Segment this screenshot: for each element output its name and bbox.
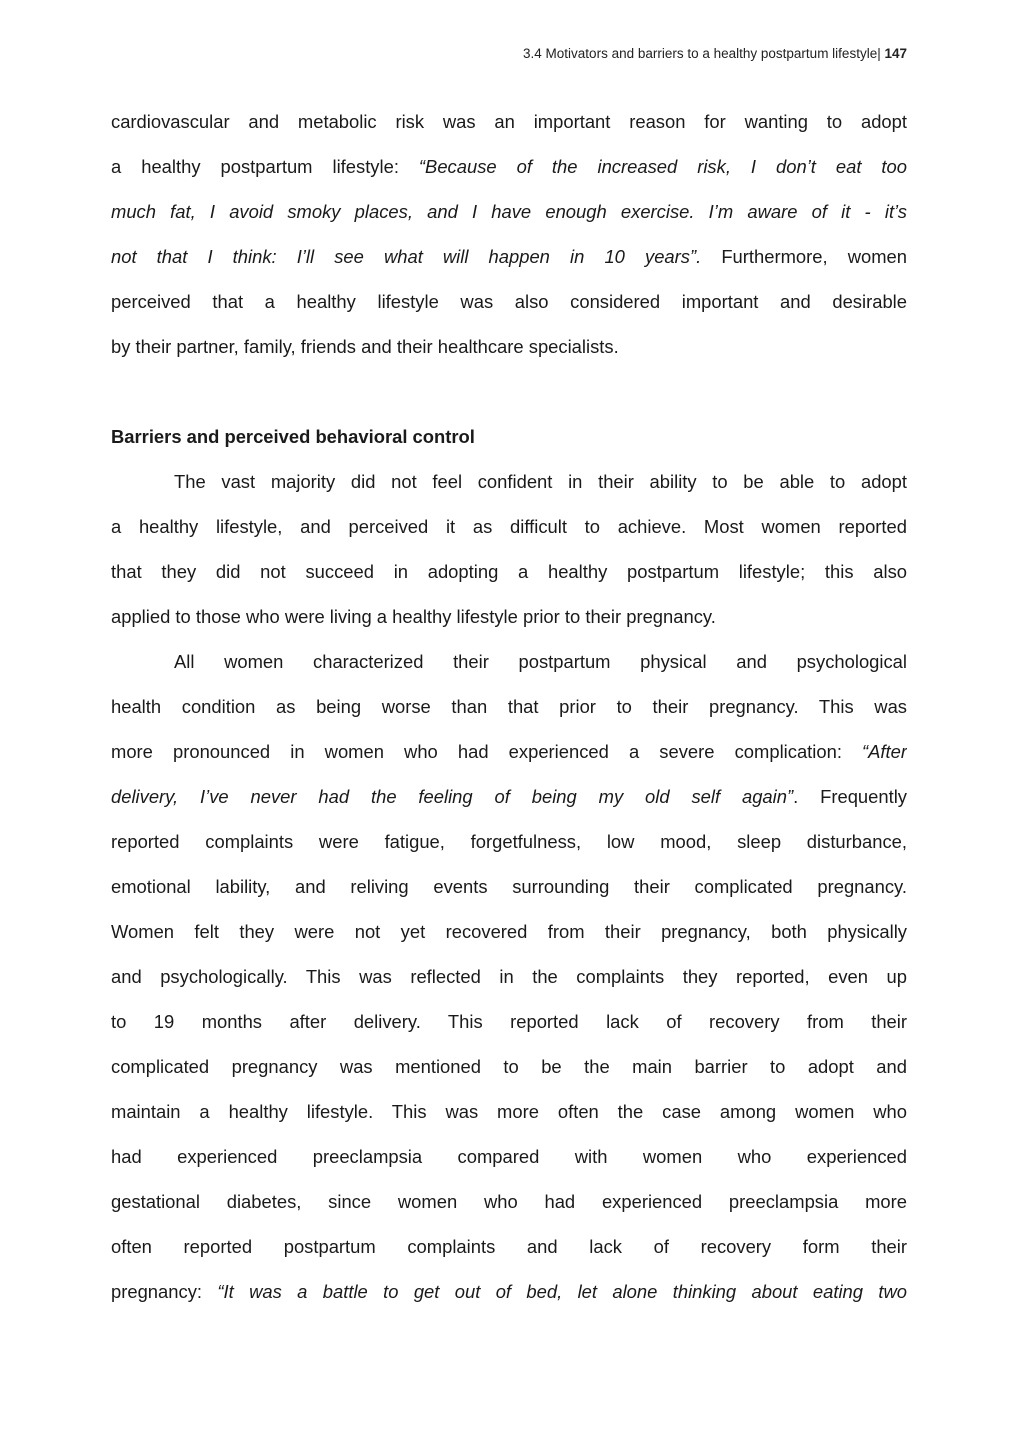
text-line: [111, 690, 907, 735]
body-text: maintain a healthy lifestyle. This was more often the case among women who: [111, 1101, 907, 1122]
paragraph: [111, 465, 907, 645]
body-text: health condition as being worse than that prior to their pregnancy. This was: [111, 696, 907, 717]
text-line: [111, 1230, 907, 1275]
body-text: had experienced preeclampsia compared with women who experienced: [111, 1146, 907, 1167]
page-number: 147: [884, 46, 907, 61]
text-line: [111, 240, 907, 285]
body-text: a healthy lifestyle, and perceived it as difficult to achieve. Most women reported: [111, 516, 907, 537]
document-body: [111, 105, 907, 1320]
quote-text: “It was a battle to get out of bed, let alone thinking about eating two: [217, 1281, 907, 1302]
body-text: . Frequently: [793, 786, 907, 807]
paragraph: [111, 645, 907, 1320]
body-text: The vast majority did not feel confident in their ability to be able to adopt: [174, 471, 907, 492]
text-line: [111, 645, 907, 690]
text-line: [111, 150, 907, 195]
section-spacer: [111, 375, 907, 420]
text-line: [111, 735, 907, 780]
quote-text: “Because of the increased risk, I don’t eat too: [418, 156, 907, 177]
text-line: [111, 195, 907, 240]
quote-text: much fat, I avoid smoky places, and I have enough exercise. I’m aware of it - it’s: [111, 201, 907, 222]
body-text: to 19 months after delivery. This reported lack of recovery from their: [111, 1011, 907, 1032]
quote-text: not that I think: I’ll see what will happen in 10 years”.: [111, 246, 702, 267]
body-text: Women felt they were not yet recovered from their pregnancy, both physically: [111, 921, 907, 942]
text-line: [111, 1275, 907, 1320]
text-line: [111, 510, 907, 555]
text-line: [111, 1005, 907, 1050]
text-line: [111, 960, 907, 1005]
body-text: emotional lability, and reliving events surrounding their complicated pregnancy.: [111, 876, 907, 897]
text-line: [111, 825, 907, 870]
body-text: more pronounced in women who had experienced a severe complication:: [111, 741, 863, 762]
body-text: perceived that a healthy lifestyle was also considered important and desirable: [111, 291, 907, 312]
text-line: [111, 105, 907, 150]
body-text: complicated pregnancy was mentioned to be the main barrier to adopt and: [111, 1056, 907, 1077]
body-text: gestational diabetes, since women who had experienced preeclampsia more: [111, 1191, 907, 1212]
text-line: [111, 1050, 907, 1095]
body-text: applied to those who were living a healthy lifestyle prior to their pregnancy.: [111, 606, 716, 627]
text-line: [111, 1095, 907, 1140]
body-text: pregnancy:: [111, 1281, 218, 1302]
text-line: [111, 915, 907, 960]
body-text: Furthermore, women: [701, 246, 907, 267]
text-line: [111, 600, 907, 645]
body-text: that they did not succeed in adopting a healthy postpartum lifestyle; this also: [111, 561, 907, 582]
text-line: [111, 330, 907, 375]
text-line: [111, 555, 907, 600]
text-line: [111, 1140, 907, 1185]
text-line: [111, 780, 907, 825]
body-text: and psychologically. This was reflected in the complaints they reported, even up: [111, 966, 907, 987]
text-line: [111, 285, 907, 330]
body-text: reported complaints were fatigue, forgetfulness, low mood, sleep disturbance,: [111, 831, 907, 852]
text-line: [111, 870, 907, 915]
running-header: [523, 46, 907, 61]
text-line: [111, 465, 907, 510]
running-title: 3.4 Motivators and barriers to a healthy postpartum lifestyle|: [523, 46, 885, 61]
body-text: All women characterized their postpartum physical and psychological: [174, 651, 907, 672]
body-text: cardiovascular and metabolic risk was an important reason for wanting to adopt: [111, 111, 907, 132]
body-text: by their partner, family, friends and their healthcare specialists.: [111, 336, 619, 357]
section-heading: Barriers and perceived behavioral control: [111, 426, 475, 447]
paragraph: [111, 105, 907, 375]
body-text: often reported postpartum complaints and lack of recovery form their: [111, 1236, 907, 1257]
quote-text: delivery, I’ve never had the feeling of being my old self again”: [111, 786, 794, 807]
body-text: a healthy postpartum lifestyle:: [111, 156, 419, 177]
text-line: [111, 1185, 907, 1230]
quote-text: “After: [862, 741, 907, 762]
